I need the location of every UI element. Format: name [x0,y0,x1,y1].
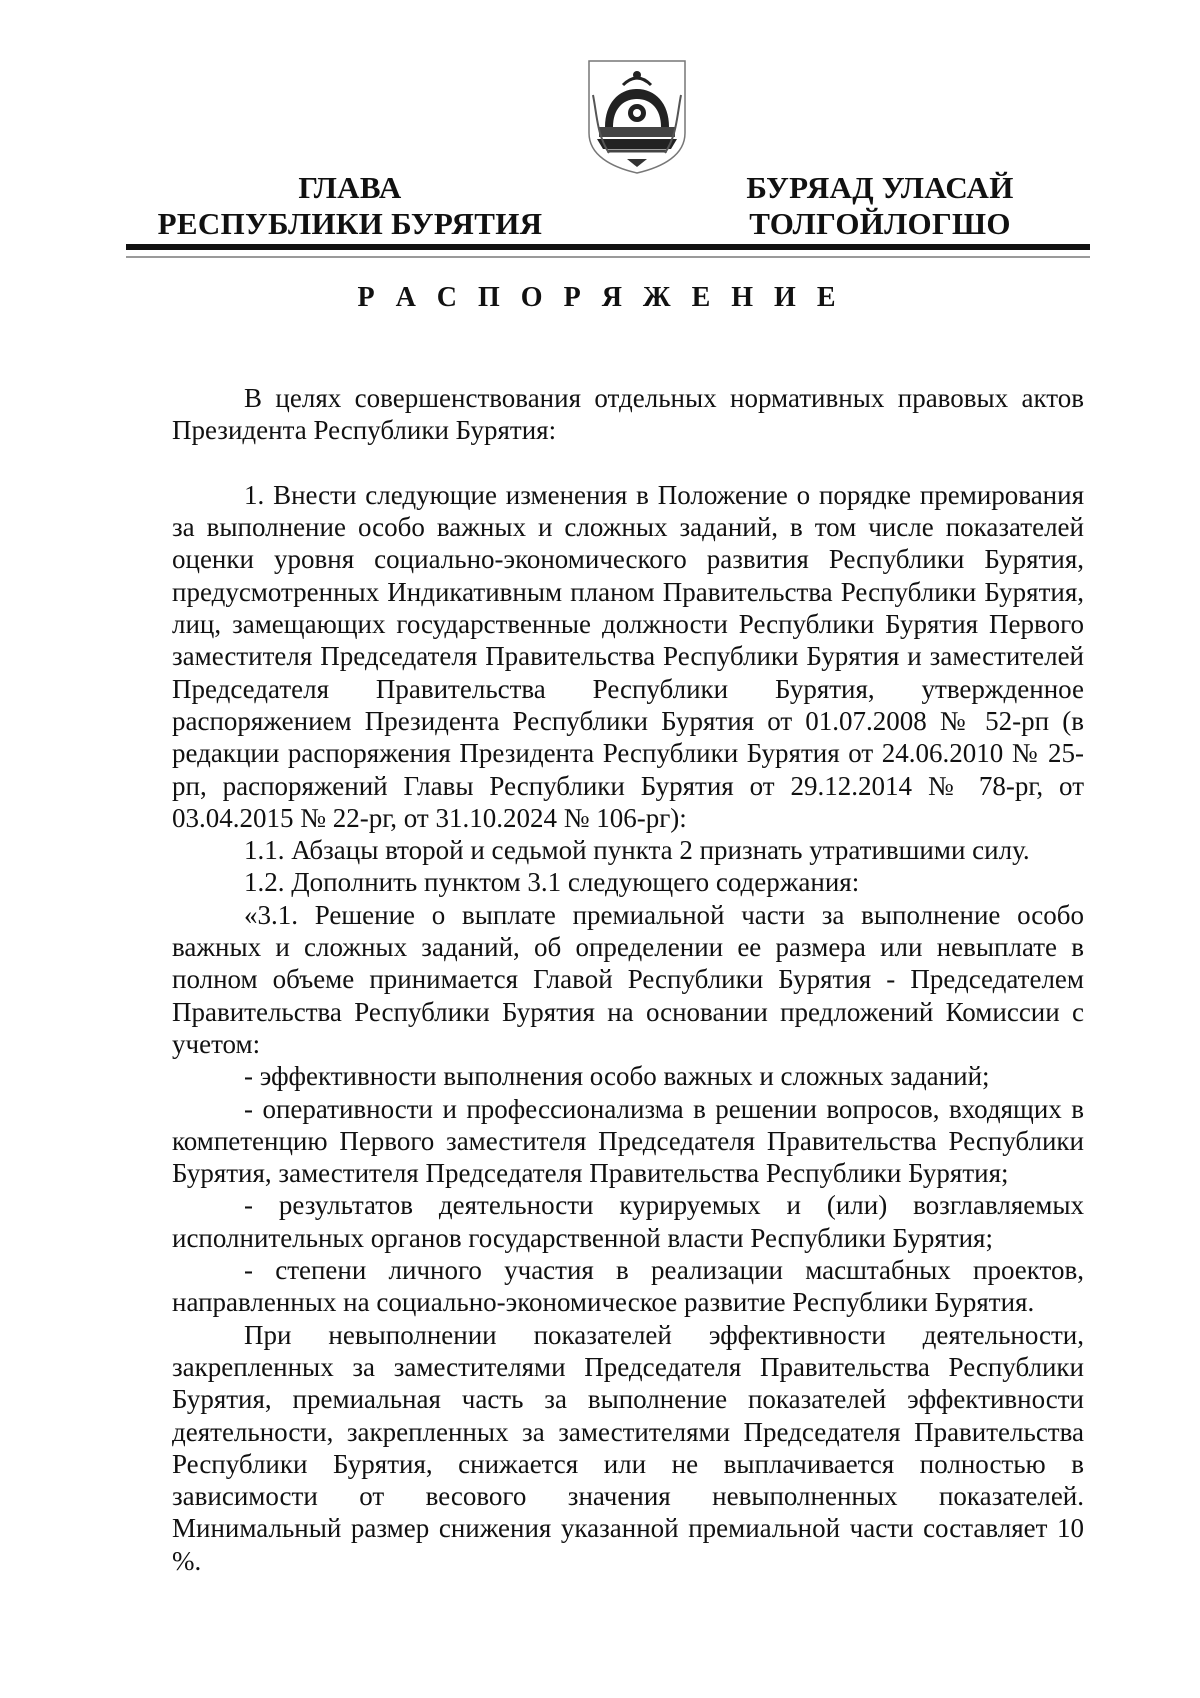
header-right [700,170,1060,242]
paragraph-bullet-2: - оперативности и профессионализма в решении вопросов, входящих в компетенцию Первого заместителя Председателя Правительства Республики Бурятия, заместителя Председателя Правительства Республики Бурятия; [172,1093,1084,1189]
header-left [150,170,550,242]
paragraph-item-1-1: 1.1. Абзацы второй и седьмой пункта 2 признать утратившими силу. [244,835,1030,866]
document-title: Р А С П О Р Я Ж Е Н И Е [357,282,843,313]
header-right-line1: БУРЯАД УЛАСАЙ [746,170,1014,205]
header-divider-thin [126,256,1090,258]
document-body [172,382,1084,1577]
paragraph-item-1: 1. Внести следующие изменения в Положение о порядке премирования за выполнение особо важных и сложных заданий, в том числе показателей оценки уровня социально-экономического развития Республики Бурятия, предусмотренных Индикативным планом Правительства Республики Бурятия, лиц, замещающих государственные должности Республики Бурятия Первого заместителя Председателя Правительства Республики Бурятия и заместителей Председателя Правительства Республики Бурятия, утвержденное распоряжением Президента Республики Бурятия от 01.07.2008 № 52-рп (в редакции распоряжения Президента Республики Бурятия от 24.06.2010 № 25-рп, распоряжений Главы Республики Бурятия от 29.12.2014 № 78-рг, от 03.04.2015 № 22-рг, от 31.10.2024 № 106-рг): [172,479,1084,833]
header-divider-thick [126,244,1090,250]
paragraph-bullet-3: - результатов деятельности курируемых и (или) возглавляемых исполнительных органов государственной власти Республики Бурятия; [172,1190,1084,1253]
paragraph-bullet-4: - степени личного участия в реализации масштабных проектов, направленных на социально-экономическое развитие Республики Бурятия. [172,1255,1084,1318]
header-left-line1: ГЛАВА [298,170,402,205]
paragraph-bullet-1: - эффективности выполнения особо важных и сложных заданий; [244,1061,990,1092]
paragraph-reduction: При невыполнении показателей эффективности деятельности, закрепленных за заместителями Председателя Правительства Республики Бурятия, премиальная часть за выполнение показателей эффективности деятельности, закрепленных за заместителями Председателя Правительства Республики Бурятия, снижается или не выплачивается полностью в зависимости от весового значения невыполненных показателей. Минимальный размер снижения указанной премиальной части составляет 10 %. [172,1319,1084,1576]
paragraph-clause-3-1: «3.1. Решение о выплате премиальной части за выполнение особо важных и сложных заданий, об определении ее размера или невыплате в полном объеме принимается Главой Республики Бурятия - Председателем Правительства Республики Бурятия на основании предложений Комиссии с учетом: [172,899,1084,1059]
header-left-line2: РЕСПУБЛИКИ БУРЯТИЯ [157,206,543,241]
paragraph-item-1-2: 1.2. Дополнить пунктом 3.1 следующего содержания: [244,867,860,898]
coat-of-arms-icon [583,55,691,175]
paragraph-preamble: В целях совершенствования отдельных нормативных правовых актов Президента Республики Бурятия: [172,383,1084,446]
header-right-line2: ТОЛГОЙЛОГШО [749,206,1011,241]
